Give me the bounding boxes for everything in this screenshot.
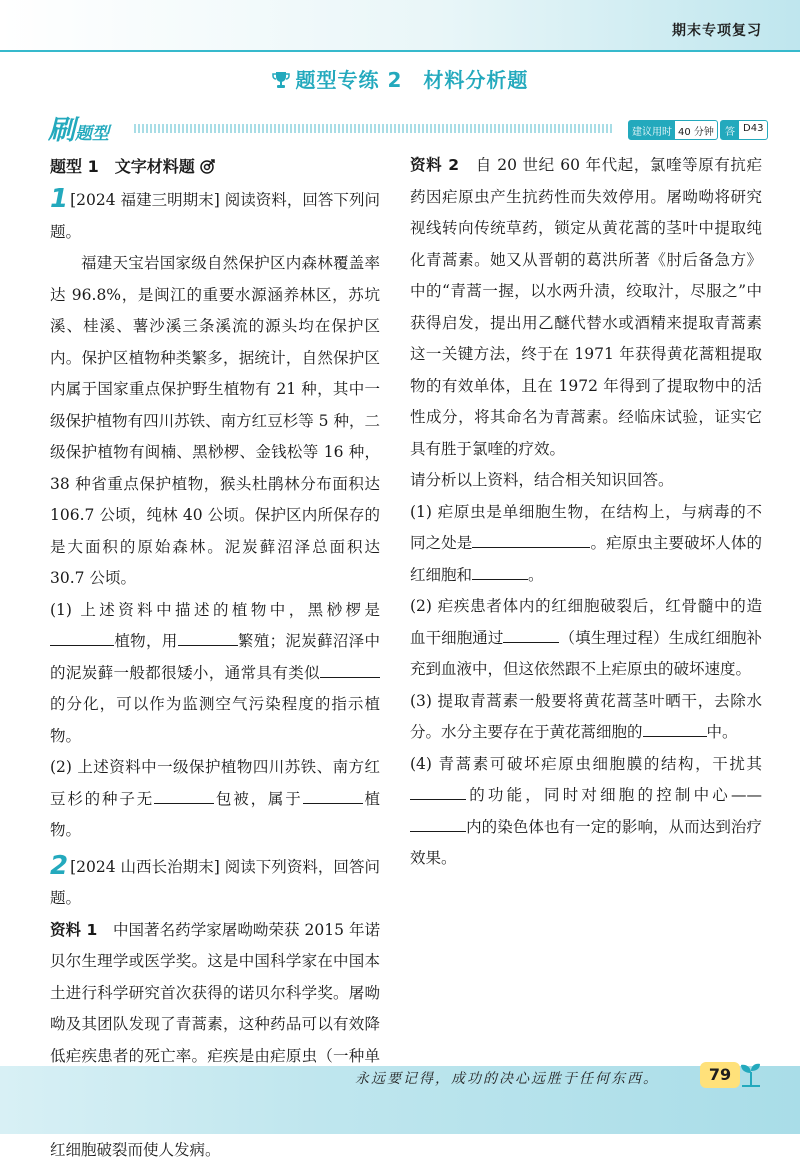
- answer-blank[interactable]: [50, 627, 114, 646]
- sprout-icon: [738, 1060, 764, 1092]
- answer-blank[interactable]: [643, 718, 707, 737]
- footer-motto: 永远要记得，成功的决心远胜于任何东西。: [355, 1071, 659, 1087]
- answer-blank[interactable]: [472, 529, 590, 548]
- answer-blank[interactable]: [472, 561, 528, 580]
- answer-blank[interactable]: [410, 813, 466, 832]
- section-title-text: 题型专练 2 材料分析题: [295, 68, 529, 92]
- q2-number: 2: [50, 850, 69, 881]
- q2-sub4: (4) 青蒿素可破坏疟原虫细胞膜的结构，干扰其的功能，同时对细胞的控制中心——内的染色体也有一定的影响，从而达到治疗效果。: [410, 754, 762, 867]
- type-heading: 题型 1 文字材料题: [50, 150, 380, 184]
- answer-tag: 答案 D43: [720, 120, 768, 140]
- q1-number: 1: [50, 184, 69, 214]
- q2-sub2: (2) 疟疾患者体内的红细胞破裂后，红骨髓中的造血干细胞通过 （填生理过程）生成红细胞补充到血液中，但这依然跟不上疟原虫的破坏速度。: [410, 597, 762, 678]
- decorative-stripes: [134, 124, 614, 133]
- q2-sub1: (1) 疟原虫是单细胞生物，在结构上，与病毒的不同之处是 。疟原虫主要破坏人体的红细胞和 。: [410, 502, 762, 584]
- answer-blank[interactable]: [178, 627, 238, 646]
- q2-instruction: 请分析以上资料，结合相关知识回答。: [410, 471, 674, 489]
- corner-label: 期末专项复习: [672, 23, 762, 39]
- q2-material2: 资料 2 自 20 世纪 60 年代起，氯喹等原有抗疟药因疟原虫产生抗药性而失效停用。屠呦呦将研究视线转向传统草药，锁定从黄花蒿的茎叶中提取纯化青蒿素。她又从晋朝的葛洪所著《肘后备急方》中的“青蒿一握，以水两升渍，绞取汁，尽服之”中获得启发，提出用乙醚代替水或酒精来提取青蒿素这一关键方法，终于在 1971 年获得黄花蒿粗提取物的有效单体，且在 1972 年得到了提取物中的活性成分，将其命名为青蒿素。经临床试验，证实它具有胜于氯喹的疗效。: [410, 156, 762, 458]
- top-rule: [0, 50, 800, 52]
- target-icon: [200, 157, 216, 176]
- answer-blank[interactable]: [320, 659, 380, 678]
- q2-sub3: (3) 提取青蒿素一般要将黄花蒿茎叶晒干，去除水分。水分主要存在于黄花蒿细胞的 中。: [410, 691, 762, 741]
- right-column: [410, 150, 762, 875]
- page-number: 79: [700, 1062, 740, 1088]
- q1-sub1: (1) 上述资料中描述的植物中，黑桫椤是植物，用 繁殖；泥炭藓沼泽中的泥炭藓一般都很矮小，通常具有类似的分化，可以作为监测空气污染程度的指示植物。: [50, 600, 380, 745]
- q1-intro: 1 [2024 福建三明期末] 阅读资料，回答下列问题。: [50, 184, 380, 241]
- answer-blank[interactable]: [154, 785, 214, 804]
- answer-blank[interactable]: [410, 781, 466, 800]
- brand-logo: 刷题型: [48, 115, 109, 146]
- q2-intro: 2 [2024 山西长治期末] 阅读下列资料，回答问题。: [50, 850, 380, 907]
- q1-sub2: (2) 上述资料中一级保护植物四川苏铁、南方红豆杉的种子无 包被，属于 植物。: [50, 758, 380, 839]
- answer-blank[interactable]: [303, 785, 363, 804]
- header-bar: [48, 108, 764, 153]
- answer-blank[interactable]: [503, 624, 559, 643]
- section-title: [0, 64, 800, 95]
- left-column: [50, 150, 380, 1167]
- time-tag: 建议用时 40 分钟: [628, 120, 718, 140]
- trophy-icon: [272, 70, 290, 95]
- q2-material1: 资料 1 中国著名药学家屠呦呦荣获 2015 年诺贝尔生理学或医学奖。这是中国科学家在中国本土进行科学研究首次获得的诺贝尔科学奖。屠呦呦及其团队发现了青蒿素，这种药品可以有效降低疟疾患者的死亡率。疟疾是由疟原虫（一种单 红细胞破裂而使人发病。: [50, 920, 380, 1159]
- q1-passage: 福建天宝岩国家级自然保护区内森林覆盖率达 96.8%，是闽江的重要水源涵养林区，苏坑溪、桂溪、薯沙溪三条溪流的源头均在保护区内。保护区植物种类繁多，据统计，自然保护区内属于国家重点保护野生植物有 21 种，其中一级保护植物有四川苏铁、南方红豆杉等 5 种，二级保护植物有闽楠、黑桫椤、金钱松等 16 种，38 种省重点保护植物，猴头杜鹃林分布面积达 106.7 公顷，纯林 40 公顷。保护区内所保存的是大面积的原始森林。泥炭藓沼泽总面积达 30.7 公顷。: [50, 254, 380, 587]
